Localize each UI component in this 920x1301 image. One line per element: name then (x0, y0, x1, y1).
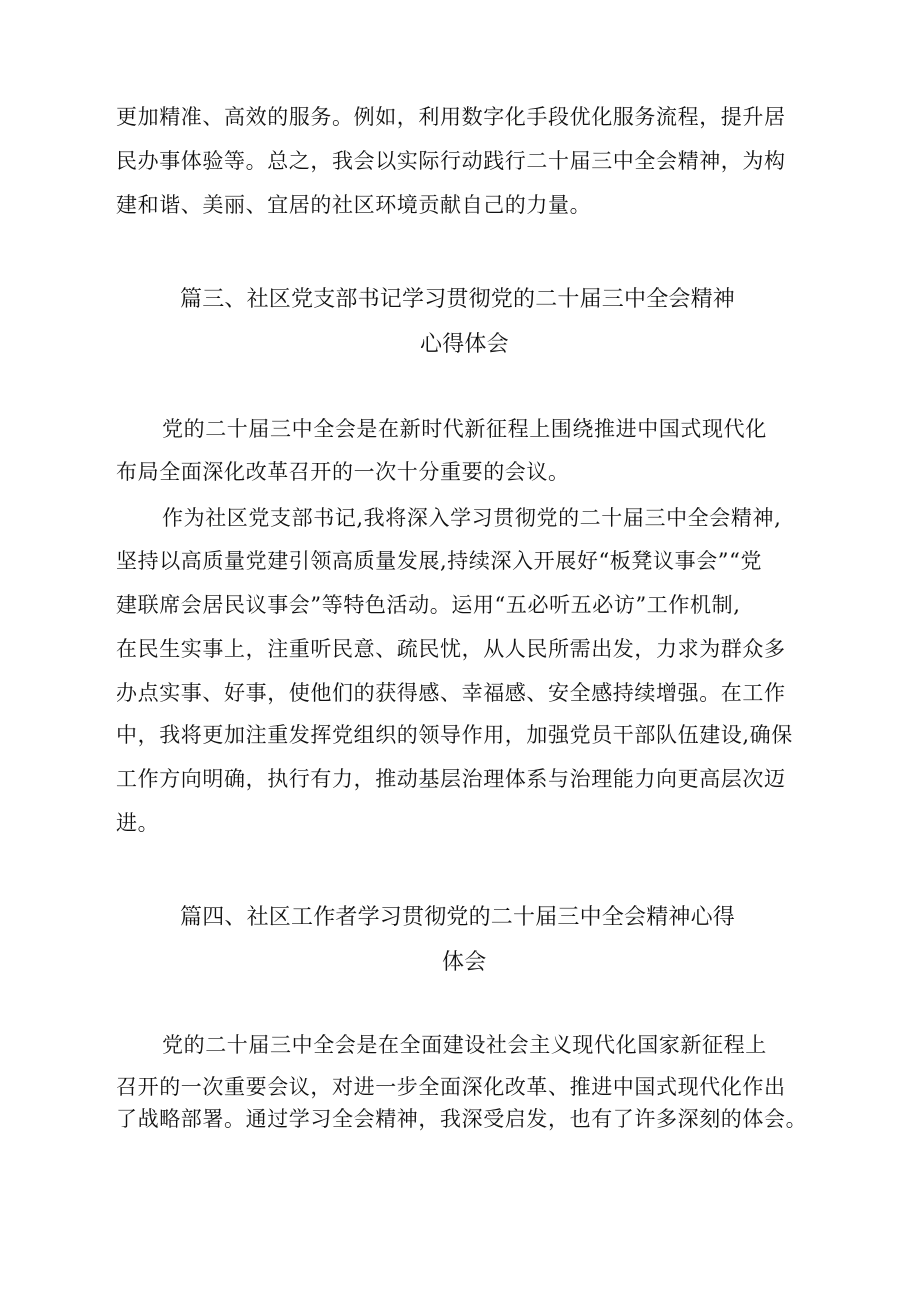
section3-para2-line-2: 坚持以高质量党建引领高质量发展,持续深入开展好“板凳议事会”“党 (116, 549, 763, 573)
section3-para2-line-4: 在民生实事上，注重听民意、疏民忧，从人民所需出发，力求为群众多 (116, 637, 786, 661)
intro-line-1: 更加精准、高效的服务。例如，利用数字化手段优化服务流程，提升居 (116, 105, 786, 129)
section3-para2-line-5: 办点实事、好事，使他们的获得感、幸福感、安全感持续增强。在工作 (116, 681, 786, 705)
section3-title-line-2: 心得体会 (420, 332, 509, 357)
intro-line-3: 建和谐、美丽、宜居的社区环境贡献自己的力量。 (116, 193, 592, 217)
section3-para2-line-3: 建联席会居民议事会”等特色活动。运用“五必听五必访”工作机制, (116, 593, 741, 617)
section3-para1-line-1: 党的二十届三中全会是在新时代新征程上围绕推进中国式现代化 (162, 417, 767, 441)
section3-title-line-1: 篇三、社区党支部书记学习贯彻党的二十届三中全会精神 (180, 287, 736, 312)
section3-para2-line-7: 工作方向明确，执行有力，推动基层治理体系与治理能力向更高层次迈 (116, 767, 786, 791)
intro-line-2: 民办事体验等。总之，我会以实际行动践行二十届三中全会精神，为构 (116, 149, 786, 173)
section3-para2-line-8: 进。 (116, 811, 160, 835)
section4-para1-line-3: 了战略部署。通过学习全会精神，我深受启发，也有了许多深刻的体会。 (116, 1107, 808, 1131)
section3-para1-line-2: 布局全面深化改革召开的一次十分重要的会议。 (116, 460, 570, 484)
section4-para1-line-2: 召开的一次重要会议，对进一步全面深化改革、推进中国式现代化作出 (116, 1075, 786, 1099)
section4-title-line-1: 篇四、社区工作者学习贯彻党的二十届三中全会精神心得 (180, 905, 736, 930)
section4-para1-line-1: 党的二十届三中全会是在全面建设社会主义现代化国家新征程上 (162, 1033, 767, 1057)
section3-para2-line-6: 中，我将更加注重发挥党组织的领导作用，加强党员干部队伍建设,确保 (116, 723, 793, 747)
section4-title-line-2: 体会 (442, 950, 487, 975)
section3-para2-line-1: 作为社区党支部书记,我将深入学习贯彻党的二十届三中全会精神, (162, 506, 782, 530)
